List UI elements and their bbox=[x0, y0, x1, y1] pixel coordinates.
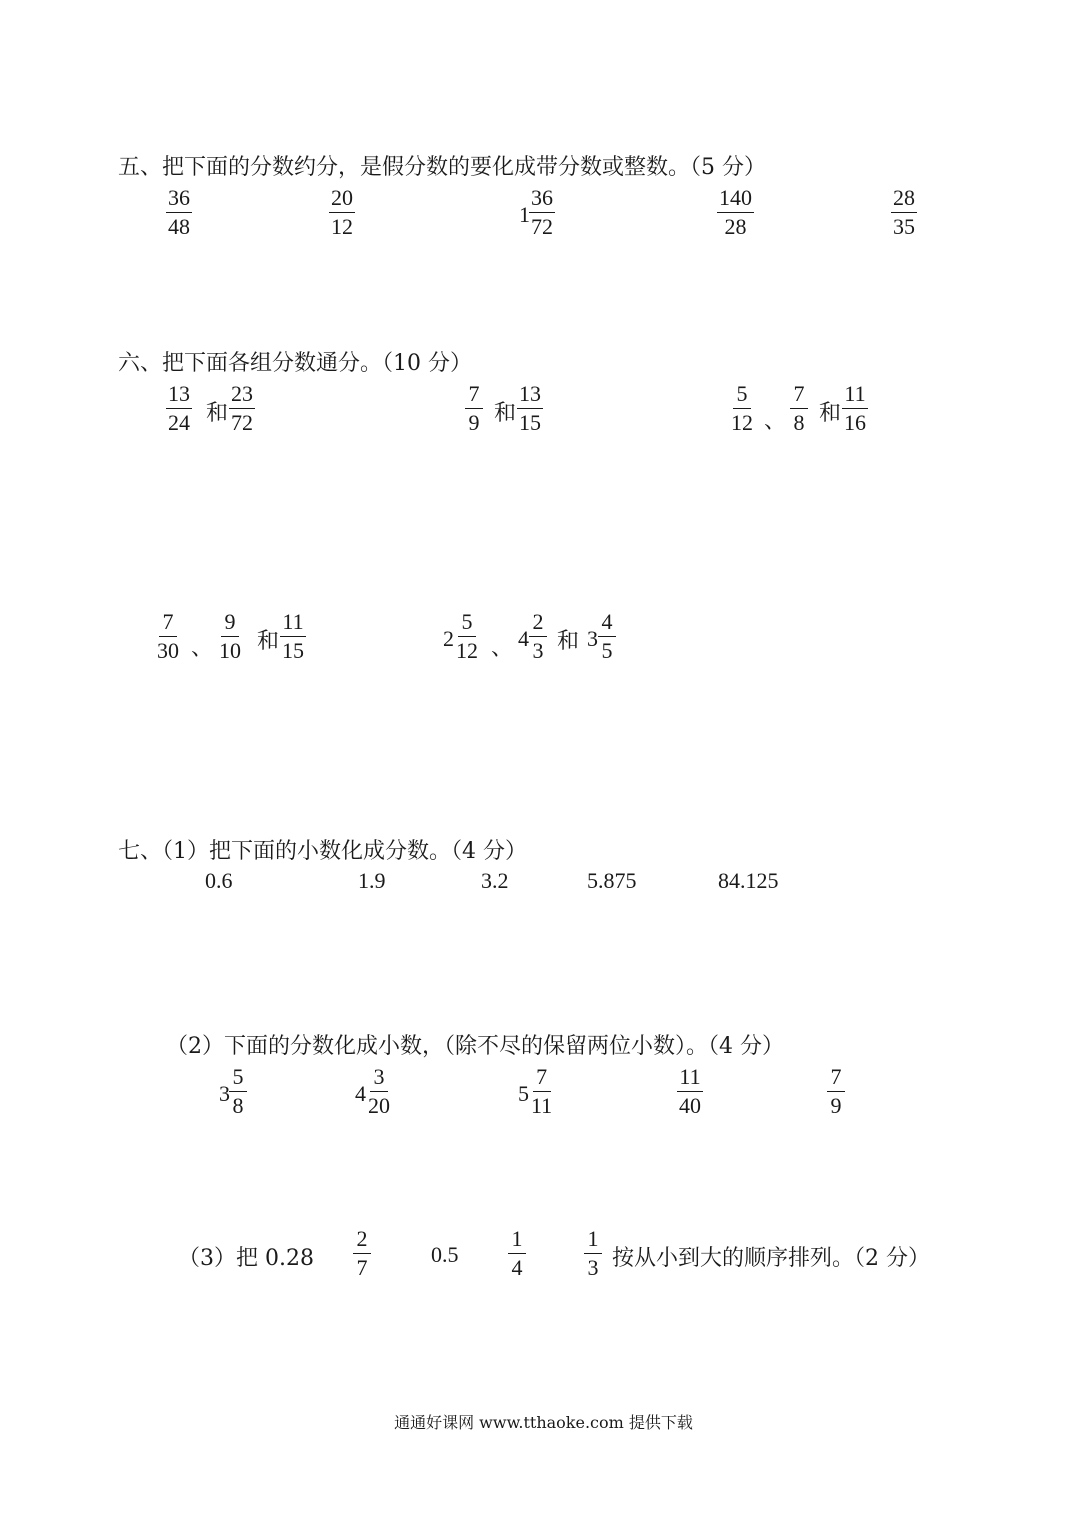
enum-comma: 、 bbox=[191, 636, 214, 661]
numerator: 7 bbox=[465, 383, 483, 409]
denominator: 28 bbox=[724, 214, 747, 239]
numerator: 7 bbox=[827, 1066, 845, 1092]
numerator: 36 bbox=[166, 187, 192, 213]
enum-comma: 、 bbox=[491, 636, 514, 661]
denominator: 48 bbox=[168, 214, 190, 239]
numerator: 7 bbox=[533, 1066, 551, 1092]
denominator: 35 bbox=[893, 214, 915, 239]
numerator: 13 bbox=[517, 383, 543, 409]
denominator: 40 bbox=[679, 1093, 701, 1118]
numerator: 2 bbox=[529, 611, 547, 637]
fraction-140-28 bbox=[717, 187, 754, 238]
decimal-item: 5.875 bbox=[587, 868, 637, 893]
numerator: 1 bbox=[584, 1228, 602, 1254]
numerator: 1 bbox=[508, 1228, 526, 1254]
denominator: 3 bbox=[532, 638, 544, 663]
fraction-5-7-11 bbox=[529, 1066, 554, 1117]
numerator: 2 bbox=[353, 1228, 371, 1254]
whole-part: 1 bbox=[519, 202, 530, 227]
denominator: 3 bbox=[587, 1255, 599, 1280]
and-word: 和 bbox=[206, 401, 229, 426]
decimal-item: 0.6 bbox=[205, 868, 233, 893]
denominator: 12 bbox=[331, 214, 353, 239]
denominator: 15 bbox=[282, 638, 304, 663]
denominator: 24 bbox=[168, 410, 190, 435]
denominator: 10 bbox=[219, 638, 241, 663]
section-6-heading: 六、把下面各组分数通分。（10 分） bbox=[118, 351, 472, 376]
fraction-11-16 bbox=[842, 383, 868, 434]
numerator: 11 bbox=[280, 611, 305, 637]
numerator: 11 bbox=[842, 383, 867, 409]
fraction-20-12 bbox=[329, 187, 355, 238]
whole-part: 2 bbox=[443, 626, 454, 651]
numerator: 20 bbox=[329, 187, 355, 213]
enum-comma: 、 bbox=[764, 409, 787, 434]
whole-part: 3 bbox=[587, 626, 598, 651]
numerator: 28 bbox=[891, 187, 917, 213]
denominator: 8 bbox=[793, 410, 805, 435]
denominator: 20 bbox=[368, 1093, 390, 1118]
fraction-11-40 bbox=[677, 1066, 703, 1117]
numerator: 9 bbox=[221, 611, 239, 637]
decimal-item: 1.9 bbox=[358, 868, 386, 893]
fraction-1-3 bbox=[584, 1228, 602, 1279]
fraction-11-15 bbox=[280, 611, 306, 662]
denominator: 9 bbox=[468, 410, 480, 435]
fraction-3-4-5 bbox=[598, 611, 616, 662]
section-7-part-2-heading: （2）下面的分数化成小数，（除不尽的保留两位小数）。（4 分） bbox=[166, 1034, 784, 1059]
denominator: 72 bbox=[531, 214, 553, 239]
fraction-1-36-72 bbox=[529, 187, 555, 238]
denominator: 4 bbox=[511, 1255, 523, 1280]
and-word: 和 bbox=[257, 629, 280, 654]
denominator: 12 bbox=[456, 638, 478, 663]
decimal-item: 84.125 bbox=[718, 868, 779, 893]
fraction-13-24 bbox=[166, 383, 192, 434]
fraction-36-48 bbox=[166, 187, 192, 238]
fraction-13-15 bbox=[517, 383, 543, 434]
fraction-7-8 bbox=[790, 383, 808, 434]
fraction-28-35 bbox=[891, 187, 917, 238]
fraction-7-9 bbox=[827, 1066, 845, 1117]
numerator: 140 bbox=[717, 187, 754, 213]
fraction-1-4 bbox=[508, 1228, 526, 1279]
whole-part: 4 bbox=[518, 626, 529, 651]
section-7-part-3-prefix: （3）把 0.28 bbox=[178, 1246, 314, 1271]
numerator: 23 bbox=[229, 383, 255, 409]
numerator: 5 bbox=[458, 611, 476, 637]
fraction-7-30 bbox=[155, 611, 181, 662]
and-word: 和 bbox=[819, 401, 842, 426]
numerator: 3 bbox=[370, 1066, 388, 1092]
numerator: 36 bbox=[529, 187, 555, 213]
denominator: 8 bbox=[232, 1093, 244, 1118]
numerator: 13 bbox=[166, 383, 192, 409]
whole-part: 4 bbox=[355, 1081, 366, 1106]
fraction-2-5-12 bbox=[454, 611, 480, 662]
denominator: 16 bbox=[844, 410, 866, 435]
fraction-23-72 bbox=[229, 383, 255, 434]
decimal-item: 3.2 bbox=[481, 868, 509, 893]
section-7-part-1-heading: 七、（1）把下面的小数化成分数。（4 分） bbox=[118, 839, 527, 864]
footer-source: 通通好课网 www.tthaoke.com 提供下载 bbox=[394, 1413, 693, 1432]
numerator: 7 bbox=[790, 383, 808, 409]
fraction-7-9 bbox=[465, 383, 483, 434]
fraction-3-5-8 bbox=[229, 1066, 247, 1117]
section-5-heading: 五、把下面的分数约分，是假分数的要化成带分数或整数。（5 分） bbox=[118, 155, 766, 180]
numerator: 11 bbox=[677, 1066, 702, 1092]
denominator: 11 bbox=[531, 1093, 553, 1118]
numerator: 4 bbox=[598, 611, 616, 637]
section-7-part-3-suffix: 按从小到大的顺序排列。（2 分） bbox=[612, 1246, 930, 1271]
denominator: 72 bbox=[231, 410, 253, 435]
whole-part: 3 bbox=[219, 1081, 230, 1106]
whole-part: 5 bbox=[518, 1081, 529, 1106]
denominator: 9 bbox=[830, 1093, 842, 1118]
denominator: 5 bbox=[601, 638, 613, 663]
and-word: 和 bbox=[557, 629, 580, 654]
denominator: 15 bbox=[519, 410, 541, 435]
fraction-4-2-3 bbox=[529, 611, 547, 662]
fraction-4-3-20 bbox=[366, 1066, 392, 1117]
denominator: 30 bbox=[157, 638, 179, 663]
denominator: 12 bbox=[731, 410, 753, 435]
numerator: 5 bbox=[733, 383, 751, 409]
decimal-item: 0.5 bbox=[431, 1242, 459, 1267]
fraction-2-7 bbox=[353, 1228, 371, 1279]
and-word: 和 bbox=[494, 401, 517, 426]
numerator: 7 bbox=[159, 611, 177, 637]
denominator: 7 bbox=[356, 1255, 368, 1280]
fraction-5-12 bbox=[729, 383, 755, 434]
numerator: 5 bbox=[229, 1066, 247, 1092]
fraction-9-10 bbox=[217, 611, 243, 662]
